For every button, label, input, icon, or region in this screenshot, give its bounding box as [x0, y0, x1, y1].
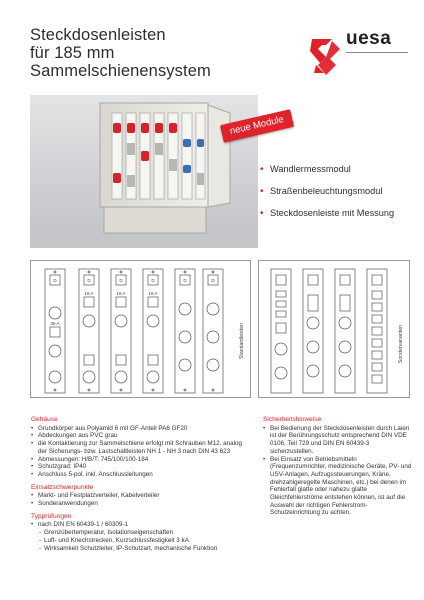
- title-line-3: Sammelschienensystem: [30, 62, 211, 80]
- strip-label: D: [183, 278, 187, 283]
- strip-label: D: [151, 278, 155, 283]
- fuse-label: 16 A: [84, 291, 94, 296]
- strip-label: D: [119, 278, 123, 283]
- special-variants-label: Sondervarianten: [398, 325, 404, 364]
- list-item: • nach DIN EN 60439-1 / 60309-1: [31, 521, 245, 529]
- list-subitem: - Luft- und Kriechstrecken, Kurzschlussfestigkeit 3 kA: [31, 537, 245, 545]
- specs-left-column: [31, 416, 245, 552]
- strip-label: D: [211, 278, 215, 283]
- list-item: • Abmessungen: H/B/T: 745/100/100-184: [31, 456, 245, 464]
- list-item: • Schutzgrad: IP40: [31, 463, 245, 471]
- bullet-icon: •: [260, 186, 264, 197]
- section-heading-safety: Sicherheitshinweise: [263, 416, 322, 423]
- logo-underline: [346, 52, 408, 53]
- standard-strips-diagram: [30, 260, 251, 398]
- new-modules-badge: neue Module: [220, 109, 294, 143]
- section-heading-tests: Typprüfungen: [31, 512, 72, 520]
- fuse-label: 35 A: [50, 321, 60, 326]
- feature-item: • Wandlermessmodul: [260, 164, 351, 175]
- page-title: [30, 26, 280, 80]
- standard-strips-drawing: [31, 261, 252, 399]
- feature-list: [260, 164, 394, 230]
- list-item: • Bei Einsatz von Betriebsmitteln (Frequenzumrichter, medizinische Geräte, PV- und USV-Anlagen, Aufzugssteuerungen, Kräne, drehzahlgeregelte Maschinen, etc.) bei denen im Fehlerfall glatte oder nahezu glatte Gleichfehlerströme entstehen können, ist auf die Auswahl der richtigen Fehlerstrom-Schutzeinrichtung zu achten.: [263, 456, 413, 518]
- title-line-2: für 185 mm: [30, 44, 115, 62]
- feature-item: • Steckdosenleiste mit Messung: [260, 208, 395, 219]
- list-subitem: - Grenzübertemperatur, Isolationseigenschaften: [31, 529, 245, 537]
- section-heading-usage: Einsatzschwerpunkte: [31, 483, 94, 491]
- feature-item: • Straßenbeleuchtungsmodul: [260, 186, 383, 197]
- product-photo: [30, 95, 258, 248]
- usage-list: [31, 492, 245, 507]
- cabinet-illustration: [30, 95, 258, 248]
- special-variants-drawing: [259, 261, 411, 399]
- strip-label: D: [87, 278, 91, 283]
- fuse-label: 16 A: [148, 291, 158, 296]
- specs-right-column: [263, 416, 413, 517]
- fuse-label: 16 A: [116, 291, 126, 296]
- bullet-icon: •: [260, 208, 264, 219]
- tests-list: [31, 521, 245, 552]
- list-item: • Abdeckungen aus PVC grau: [31, 432, 245, 440]
- logo-mark-icon: [310, 39, 340, 75]
- list-item: • die Kontaktierung zur Sammelschiene erfolgt mit Schrauben M12, analog der Sicherungs- bzw. Lastschaltleisten NH 1 - NH 3 nach DIN 43 623: [31, 440, 245, 455]
- title-line-1: Steckdosenleisten: [30, 26, 166, 44]
- bullet-icon: •: [260, 164, 264, 175]
- safety-list: [263, 425, 413, 517]
- strip-label: D: [53, 278, 57, 283]
- list-item: • Bei Bedienung der Steckdosenleisten durch Laien ist der Berührungsschutz entsprechend DIN VDE 0106, Teil 729 und DIN EN 60439-3 sicherzustellen.: [263, 425, 413, 456]
- list-subitem: - Wirksamkeit Schutzleiter, IP-Schutzart, mechanische Funktion: [31, 545, 245, 553]
- list-item: • Anschluss 5-pol. inkl. Anschlussleitungen: [31, 471, 245, 479]
- list-item: • Markt- und Festplatzverteiler, Kabelverteiler: [31, 492, 245, 500]
- list-item: • Grundkörper aus Polyamid 6 mit GF-Anteil PA6 GF20: [31, 425, 245, 433]
- special-variants-diagram: [258, 260, 410, 398]
- logo-wordmark: uesa: [346, 28, 392, 49]
- housing-list: [31, 425, 245, 479]
- section-heading-housing: Gehäuse: [31, 416, 58, 423]
- standard-strips-label: Standardleisten: [239, 323, 245, 360]
- list-item: • Sonderanwendungen: [31, 500, 245, 508]
